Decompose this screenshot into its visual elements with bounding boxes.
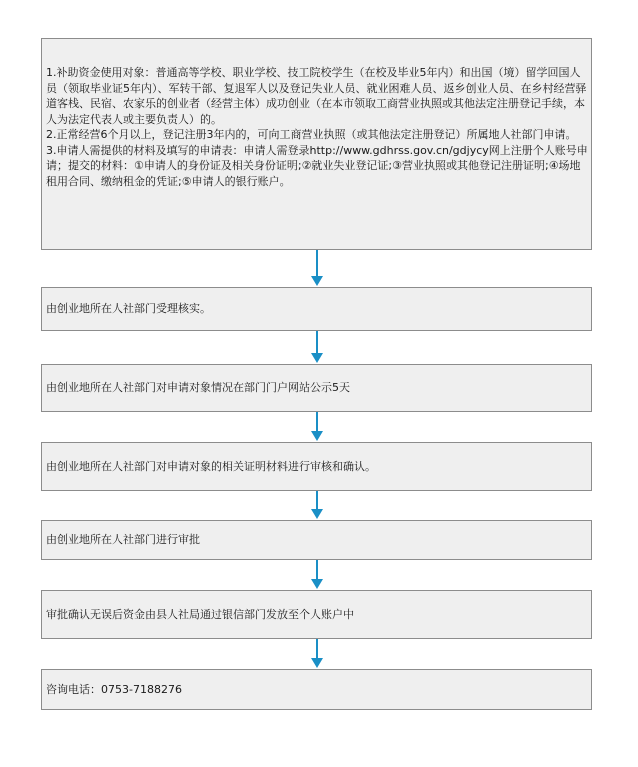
step-box-review — [41, 442, 592, 491]
flow-arrow — [309, 560, 325, 590]
step-box-publicity — [41, 364, 592, 412]
step-box-approval — [41, 520, 592, 560]
step-text: 审批确认无误后资金由县人社局通过银信部门发放至个人账户中 — [46, 607, 354, 621]
flow-arrow — [309, 639, 325, 669]
contact-phone-text: 咨询电话：0753-7188276 — [46, 682, 182, 696]
step-text: 由创业地所在人社部门进行审批 — [46, 533, 200, 547]
flow-arrow — [309, 491, 325, 520]
step-box-contact — [41, 669, 592, 710]
flow-arrow — [309, 250, 325, 287]
application-materials-text: 3.申请人需提供的材料及填写的申请表：申请人需登录http://www.gdhrss.gov.cn/gdjycy网上注册个人账号申请；提交的材料：①申请人的身份证及相关身份证明;②就业失业登记证;③营业执照或其他登记注册证明;④场地租用合同、缴纳租金的凭证;⑤申请人的银行账户。 — [46, 143, 588, 188]
step-box-accept — [41, 287, 592, 331]
step-box-disbursement — [41, 590, 592, 639]
flow-arrow — [309, 412, 325, 442]
operation-requirement-text: 2.正常经营6个月以上，登记注册3年内的，可向工商营业执照（或其他法定注册登记）所属地人社部门申请。 — [46, 128, 577, 141]
step-text: 由创业地所在人社部门对申请对象的相关证明材料进行审核和确认。 — [46, 459, 376, 473]
eligibility-text: 1.补助资金使用对象：普通高等学校、职业学校、技工院校学生（在校及毕业5年内）和出国（境）留学回国人员（领取毕业证5年内）、军转干部、复退军人以及登记失业人员、就业困难人员、返乡创业人员、在乡村经营驿道客栈、民宿、农家乐的创业者（经营主体）成功创业（在本市领取工商营业执照或其他法定注册登记手续，本人为法定代表人或主要负责人）的。 — [46, 66, 587, 126]
step-box-eligibility — [41, 38, 592, 250]
flow-arrow — [309, 331, 325, 364]
step-text: 由创业地所在人社部门对申请对象情况在部门门户网站公示5天 — [46, 381, 350, 395]
step-text: 由创业地所在人社部门受理核实。 — [46, 302, 211, 316]
